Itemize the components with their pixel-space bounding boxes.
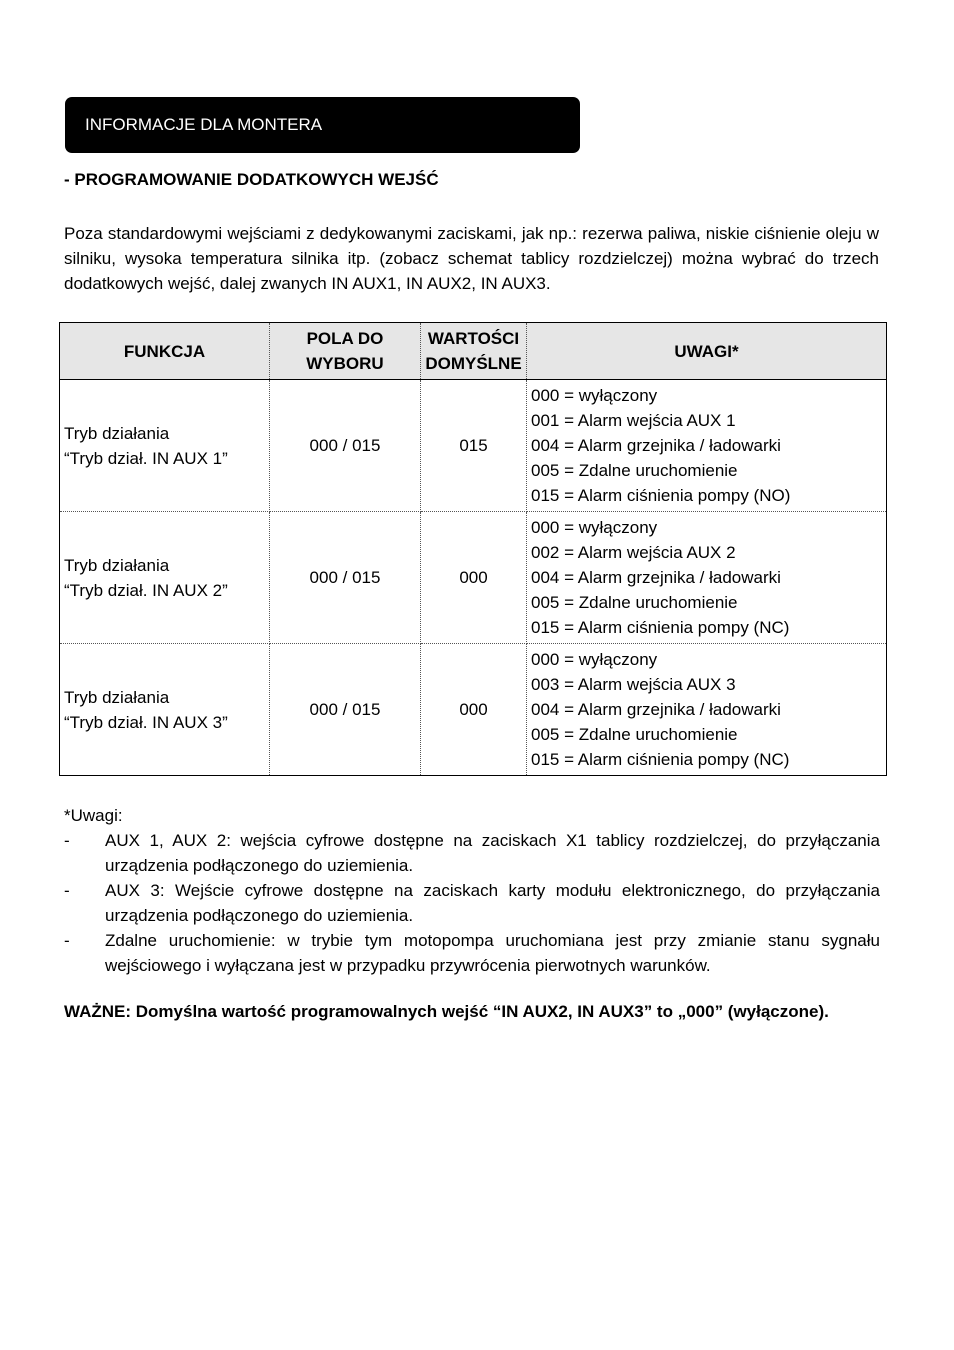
table-row	[60, 512, 887, 644]
footnote-text: AUX 3: Wejście cyfrowe dostępne na zaciskach karty modułu elektronicznego, do przyłączania urządzenia podłączonego do uziemienia.	[105, 881, 880, 925]
function-cell	[60, 644, 270, 776]
footnote-dash: -	[64, 831, 70, 850]
range-cell: 000 / 015	[270, 380, 421, 512]
note-line: 001 = Alarm wejścia AUX 1	[531, 411, 736, 430]
notes-cell	[527, 644, 887, 776]
function-line: “Tryb dział. IN AUX 3”	[64, 712, 228, 732]
note-line: 005 = Zdalne uruchomienie	[531, 593, 738, 612]
function-cell	[60, 512, 270, 644]
table-header-row	[60, 323, 887, 380]
note-line: 004 = Alarm grzejnika / ładowarki	[531, 700, 781, 719]
header-line: POLA DO	[306, 329, 384, 348]
notes-cell	[527, 380, 887, 512]
function-line: Tryb działania	[64, 687, 170, 707]
function-cell	[60, 380, 270, 512]
footnote-item	[64, 828, 880, 878]
range-cell: 000 / 015	[270, 512, 421, 644]
section-title: - PROGRAMOWANIE DODATKOWYCH WEJŚĆ	[64, 170, 439, 189]
header-wartosci-domyslne	[421, 323, 527, 380]
table-row	[60, 644, 887, 776]
note-line: 003 = Alarm wejścia AUX 3	[531, 675, 736, 694]
aux-inputs-table	[59, 322, 887, 776]
note-line: 000 = wyłączony	[531, 518, 658, 537]
important-note: WAŻNE: Domyślna wartość programowalnych wejść “IN AUX2, IN AUX3” to „000” (wyłączone).	[64, 1002, 829, 1021]
footnote-text: AUX 1, AUX 2: wejścia cyfrowe dostępne na zaciskach X1 tablicy rozdzielczej, do przyłączania urządzenia podłączonego do uziemienia.	[105, 831, 880, 875]
note-line: 015 = Alarm ciśnienia pompy (NC)	[531, 750, 790, 769]
note-line: 000 = wyłączony	[531, 386, 658, 405]
default-cell: 000	[421, 644, 527, 776]
note-line: 015 = Alarm ciśnienia pompy (NO)	[531, 486, 791, 505]
footnotes	[64, 803, 880, 978]
section-banner	[65, 97, 580, 153]
note-line: 000 = wyłączony	[531, 650, 658, 669]
footnote-dash: -	[64, 881, 70, 900]
note-line: 004 = Alarm grzejnika / ładowarki	[531, 568, 781, 587]
note-line: 002 = Alarm wejścia AUX 2	[531, 543, 736, 562]
function-line: Tryb działania	[64, 423, 170, 443]
footnote-item	[64, 878, 880, 928]
header-funkcja: FUNKCJA	[60, 323, 270, 380]
range-cell: 000 / 015	[270, 644, 421, 776]
banner-title: INFORMACJE DLA MONTERA	[85, 115, 323, 134]
note-line: 005 = Zdalne uruchomienie	[531, 725, 738, 744]
default-cell: 000	[421, 512, 527, 644]
header-line: WARTOŚCI	[427, 329, 520, 348]
intro-paragraph: Poza standardowymi wejściami z dedykowanymi zaciskami, jak np.: rezerwa paliwa, niskie ciśnienie oleju w silniku, wysoka temperatura silnika itp. (zobacz schemat tablicy rozdzielczej) można wybrać do trzech dodatkowych wejść, dalej zwanych IN AUX1, IN AUX2, IN AUX3.	[64, 224, 879, 293]
header-uwagi: UWAGI*	[527, 323, 887, 380]
header-line: WYBORU	[306, 354, 384, 373]
default-cell: 015	[421, 380, 527, 512]
function-line: “Tryb dział. IN AUX 1”	[64, 448, 228, 468]
note-line: 005 = Zdalne uruchomienie	[531, 461, 738, 480]
header-line: DOMYŚLNE	[425, 354, 522, 373]
footnote-item	[64, 928, 880, 978]
footnotes-title: *Uwagi:	[64, 806, 123, 825]
note-line: 004 = Alarm grzejnika / ładowarki	[531, 436, 781, 455]
function-line: Tryb działania	[64, 555, 170, 575]
notes-cell	[527, 512, 887, 644]
table-row	[60, 380, 887, 512]
footnote-text: Zdalne uruchomienie: w trybie tym motopompa uruchomiana jest przy zmianie stanu sygnału wejściowego i wyłączana jest w przypadku przywrócenia pierwotnych warunków.	[105, 931, 880, 975]
note-line: 015 = Alarm ciśnienia pompy (NC)	[531, 618, 790, 637]
function-line: “Tryb dział. IN AUX 2”	[64, 580, 228, 600]
header-pola-do-wyboru	[270, 323, 421, 380]
footnote-dash: -	[64, 931, 70, 950]
